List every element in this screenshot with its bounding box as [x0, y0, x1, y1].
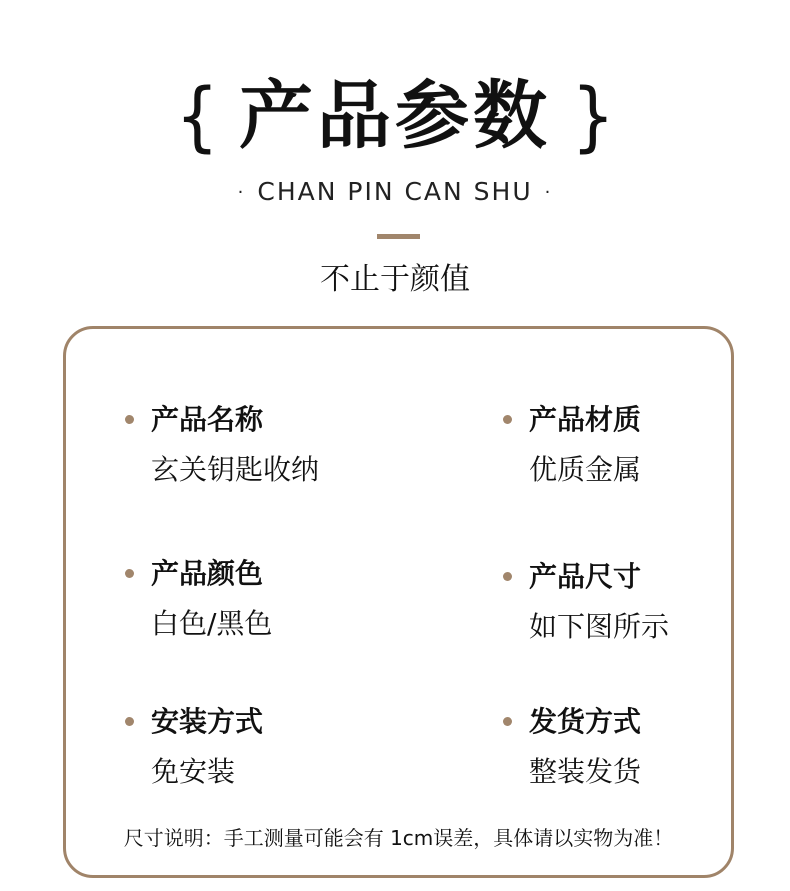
spec-label-text: 产品材质 [529, 403, 642, 436]
spec-value: 如下图所示 [529, 610, 670, 643]
bullet-dot-icon [125, 717, 134, 726]
spec-item-material [529, 402, 769, 488]
spec-item-install [151, 704, 391, 790]
left-brace: { [175, 70, 219, 160]
page-title: 产品参数 [239, 72, 551, 159]
spec-value: 免安装 [151, 755, 236, 788]
title-row [0, 70, 790, 160]
accent-divider [377, 234, 420, 239]
subtitle-row [0, 176, 790, 209]
spec-label [529, 402, 769, 438]
tagline: 不止于颜值 [320, 262, 470, 297]
bullet-dot-icon [125, 415, 134, 424]
spec-value: 白色/黑色 [151, 607, 273, 640]
bullet-dot-icon [503, 415, 512, 424]
spec-label-text: 发货方式 [529, 705, 642, 738]
spec-value: 玄关钥匙收纳 [151, 453, 320, 486]
spec-value: 整装发货 [529, 755, 642, 788]
spec-label-text: 产品颜色 [151, 557, 264, 590]
bullet-dot-icon [503, 717, 512, 726]
spec-label [529, 559, 769, 595]
spec-card [63, 326, 734, 878]
spec-label-text: 产品尺寸 [529, 560, 642, 593]
spec-label-text: 安装方式 [151, 705, 264, 738]
spec-item-name [151, 402, 391, 488]
spec-label [151, 704, 391, 740]
spec-value: 优质金属 [529, 453, 642, 486]
subtitle-pinyin: CHAN PIN CAN SHU [257, 177, 533, 206]
bullet-dot-icon [125, 569, 134, 578]
spec-label [151, 402, 391, 438]
right-brace: } [571, 70, 615, 160]
subtitle-dot-right: · [544, 182, 553, 203]
bullet-dot-icon [503, 572, 512, 581]
spec-item-shipping [529, 704, 769, 790]
spec-label-text: 产品名称 [151, 403, 264, 436]
spec-label [529, 704, 769, 740]
size-note: 尺寸说明：手工测量可能会有 1cm误差，具体请以实物为准！ [123, 826, 674, 850]
spec-item-size [529, 559, 769, 645]
spec-label [151, 556, 391, 592]
spec-item-color [151, 556, 391, 642]
subtitle-dot-left: · [237, 182, 246, 203]
